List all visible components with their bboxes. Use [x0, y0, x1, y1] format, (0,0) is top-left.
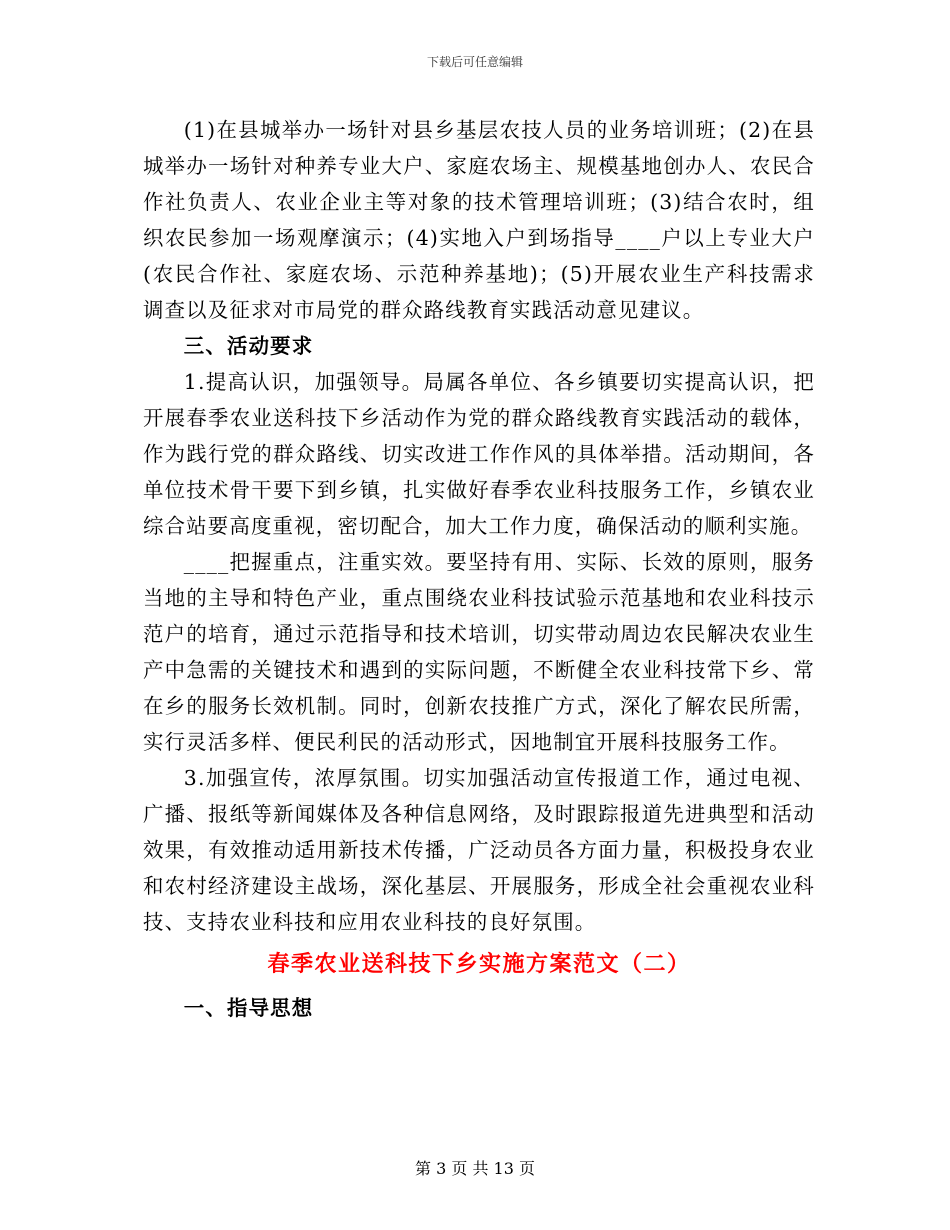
paragraph-requirement-2: ____把握重点，注重实效。要坚持有用、实际、长效的原则，服务当地的主导和特色产业，重点围绕农业科技试验示范基地和农业科技示范户的培育，通过示范指导和技术培训，切实带动周边农民解决农业生产中急需的关键技术和遇到的实际问题，不断健全农业科技常下乡、常在乡的服务长效机制。同时，创新农技推广方式，深化了解农民所需，实行灵活多样、便民利民的活动形式，因地制宜开展科技服务工作。 [143, 550, 815, 754]
paragraph-activities-list: (1)在县城举办一场针对县乡基层农技人员的业务培训班；(2)在县城举办一场针对种养专业大户、家庭农场主、规模基地创办人、农民合作社负责人、农业企业主等对象的技术管理培训班；(3)结合农时，组织农民参加一场观摩演示；(4)实地入户到场指导____户以上专业大户(农民合作社、家庭农场、示范种养基地)；(5)开展农业生产科技需求调查以及征求对市局党的群众路线教育实践活动意见建议。 [143, 118, 815, 322]
page-number-footer: 第 3 页 共 13 页 [415, 1159, 535, 1178]
section-heading-requirements: 三、活动要求 [183, 334, 314, 358]
document-body [143, 112, 815, 1026]
paragraph-requirement-3: 3.加强宣传，浓厚氛围。切实加强活动宣传报道工作，通过电视、广播、报纸等新闻媒体及各种信息网络，及时跟踪报道先进典型和活动效果，有效推动适用新技术传播，广泛动员各方面力量，积极投身农业和农村经济建设主战场，深化基层、开展服务，形成全社会重视农业科技、支持农业科技和应用农业科技的良好氛围。 [143, 766, 815, 934]
section-heading-guiding-ideology: 一、指导思想 [183, 996, 314, 1020]
page-header-note: 下载后可任意编辑 [426, 55, 523, 69]
paragraph-requirement-1: 1.提高认识，加强领导。局属各单位、各乡镇要切实提高认识，把开展春季农业送科技下乡活动作为党的群众路线教育实践活动的载体，作为践行党的群众路线、切实改进工作作风的具体举措。活动期间，各单位技术骨干要下到乡镇，扎实做好春季农业科技服务工作，乡镇农业综合站要高度重视，密切配合，加大工作力度，确保活动的顺利实施。 [143, 370, 815, 538]
document-title-red: 春季农业送科技下乡实施方案范文（二） [267, 951, 691, 977]
